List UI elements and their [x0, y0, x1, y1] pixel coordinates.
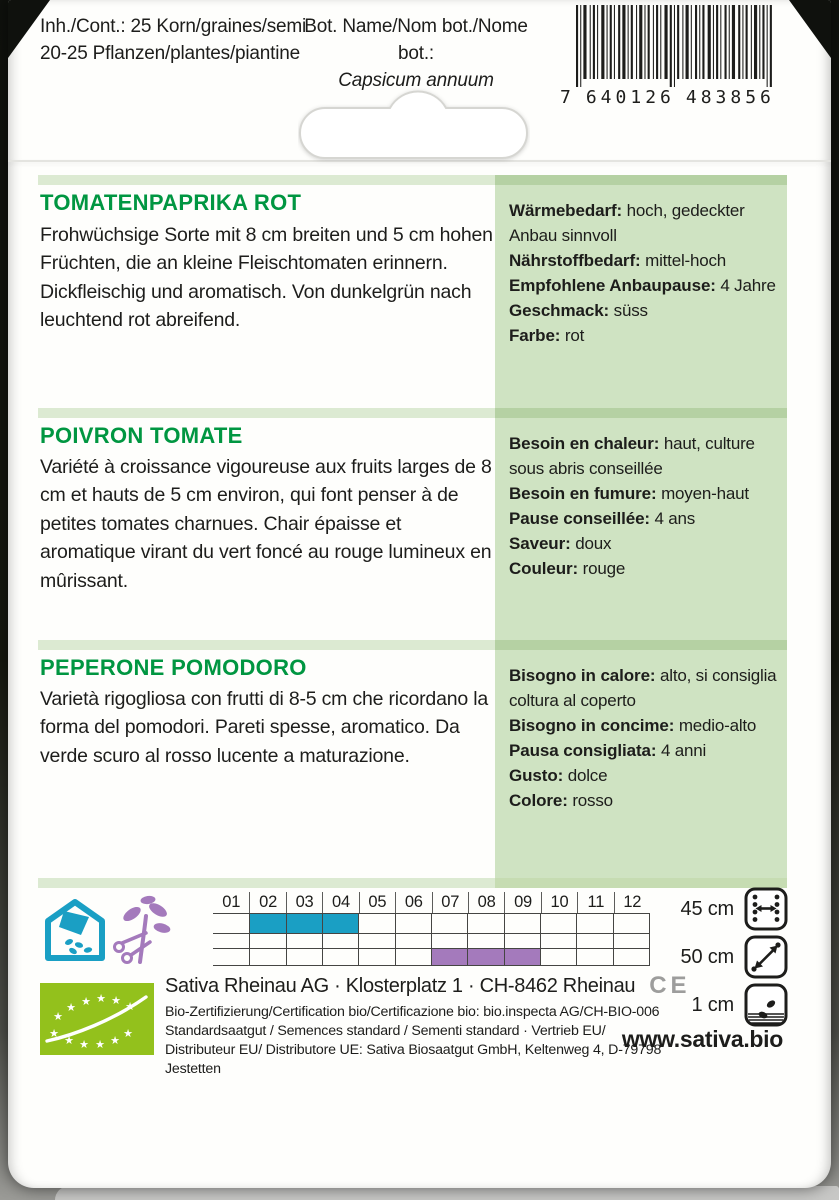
botanical-name-label: Bot. Name/Nom bot./Nome bot.:: [304, 16, 528, 64]
svg-text:★: ★: [79, 1038, 89, 1051]
spec-label: Besoin en fumure:: [509, 484, 657, 503]
calendar-month-label: 05: [359, 892, 395, 913]
svg-text:★: ★: [49, 1027, 59, 1040]
plant-spacing-icon: [744, 935, 788, 979]
svg-text:★: ★: [53, 1010, 63, 1023]
spec-row: [509, 763, 777, 788]
calendar-row: [213, 948, 650, 965]
calendar-cell: [395, 914, 431, 933]
calendar-cell: [249, 949, 285, 965]
calendar-month-label: 01: [222, 893, 241, 911]
spec-row: [509, 431, 777, 481]
calendar-cell: [213, 934, 249, 948]
spec-label: Geschmack:: [509, 301, 610, 320]
spec-label: Gusto:: [509, 766, 564, 785]
content-line2: 20-25 Pflanzen/plantes/piantine: [40, 43, 300, 64]
spec-panel-de: [495, 185, 787, 408]
svg-text:★: ★: [110, 1034, 120, 1047]
spacing-label: 45 cm: [680, 897, 734, 920]
section-divider: [495, 640, 787, 650]
svg-text:★: ★: [81, 995, 91, 1008]
spec-label: Saveur:: [509, 534, 571, 553]
harvest-scissors-icon: [110, 892, 174, 966]
spec-label: Empfohlene Anbaupause:: [509, 276, 716, 295]
barcode: [560, 5, 776, 108]
packet-corner-cut: [789, 0, 831, 58]
spacing-label: 1 cm: [691, 993, 734, 1016]
spec-row: [509, 198, 777, 248]
section-description-it: Varietà rigogliosa con frutti di 8-5 cm che ricordano la forma del pomodori. Pareti spesse, aromatico. Da verde scuro al rosso lucente a maturazione.: [40, 688, 488, 767]
distribution-line: Standardsaatgut / Semences standard / Sementi standard · Vertrieb EU/ Distributeur EU/ Distributore UE: Sativa Biosaatgut GmbH, Keltenweg 4, D-79798 Jestetten: [165, 1023, 662, 1077]
spec-value: rouge: [582, 559, 626, 578]
spec-value: rosso: [572, 791, 613, 810]
calendar-month-label: 09: [504, 892, 540, 913]
calendar-cell: [504, 934, 540, 948]
spec-value: 4 Jahre: [720, 276, 776, 295]
section-description-fr: Variété à croissance vigoureuse aux fruits larges de 8 cm et hauts de 5 cm environ, qui font penser à de petites tomates charnues. Chair épaisse et aromatique virant du vert foncé au rouge lumineux en mûrissant.: [40, 456, 492, 592]
calendar-cell: [286, 934, 322, 948]
section-divider: [38, 175, 495, 185]
spec-row: [509, 506, 777, 531]
calendar-cell: [395, 934, 431, 948]
calendar-cell: [358, 934, 394, 948]
barcode-group1: 640126: [585, 87, 675, 108]
spec-label: Wärmebedarf:: [509, 201, 623, 220]
spec-row: [509, 738, 777, 763]
eu-organic-logo: [40, 983, 154, 1055]
sowing-calendar: [213, 892, 650, 966]
spec-value: haut, culture sous abris conseillée: [509, 434, 755, 478]
spec-panel-fr: [495, 418, 787, 640]
calendar-month-label: 03: [286, 892, 322, 913]
calendar-cell: [395, 949, 431, 965]
spec-row: [509, 788, 777, 813]
botanical-name-block: [286, 13, 546, 94]
calendar-cell: [249, 914, 285, 933]
spec-label: Besoin en chaleur:: [509, 434, 660, 453]
spec-label: Pausa consigliata:: [509, 741, 657, 760]
calendar-cell: [431, 914, 467, 933]
calendar-cell: [322, 949, 358, 965]
calendar-cell: [286, 949, 322, 965]
content-amount: [40, 13, 306, 67]
spacing-row: [608, 886, 788, 932]
spec-label: Bisogno in calore:: [509, 666, 656, 685]
calendar-month-label: 10: [541, 892, 577, 913]
svg-text:★: ★: [96, 992, 106, 1005]
calendar-cell: [431, 934, 467, 948]
section-description-de: Frohwüchsige Sorte mit 8 cm breiten und 5 cm hohen Früchten, die an kleine Fleischtomaten erinnern. Dickfleischig und aromatisch. Von dunkelgrün nach leuchtend rot abreifend.: [40, 224, 493, 332]
section-divider: [38, 878, 495, 888]
spec-label: Farbe:: [509, 326, 561, 345]
section-divider: [38, 408, 495, 418]
spec-row: [509, 713, 777, 738]
spec-row: [509, 556, 777, 581]
calendar-cell: [213, 914, 249, 933]
spec-value: dolce: [567, 766, 608, 785]
calendar-cell: [249, 934, 285, 948]
calendar-cell: [431, 949, 467, 965]
calendar-month-label: 06: [395, 892, 431, 913]
spec-row: [509, 481, 777, 506]
section-title-de: TOMATENPAPRIKA ROT: [40, 190, 302, 215]
spec-label: Couleur:: [509, 559, 579, 578]
address-line: [165, 972, 691, 1000]
spec-row: [509, 248, 777, 273]
content-line1: Inh./Cont.: 25 Korn/graines/semi: [40, 16, 307, 37]
calendar-cell: [540, 949, 576, 965]
calendar-month-label: 11: [577, 892, 613, 913]
calendar-cell: [467, 914, 503, 933]
website: www.sativa.bio: [621, 1026, 783, 1052]
company-address: Sativa Rheinau AG · Klosterplatz 1 · CH-8462 Rheinau: [165, 975, 636, 997]
calendar-month-label: 12: [614, 892, 650, 913]
row-spacing-icon: [744, 887, 788, 931]
svg-text:★: ★: [111, 994, 121, 1007]
section-divider: [38, 640, 495, 650]
calendar-month-header: [213, 892, 650, 913]
calendar-cell: [467, 949, 503, 965]
calendar-cell: [358, 949, 394, 965]
calendar-cell: [213, 949, 249, 965]
spec-label: Nährstoffbedarf:: [509, 251, 641, 270]
calendar-month-label: 07: [432, 892, 468, 913]
spec-row: [509, 323, 777, 348]
barcode-digits: [560, 87, 776, 108]
svg-text:★: ★: [66, 1001, 76, 1014]
section-divider: [495, 408, 787, 418]
barcode-group2: 483856: [685, 87, 775, 108]
section-title-it: PEPERONE POMODORO: [40, 655, 307, 680]
ce-mark: CE: [649, 972, 691, 999]
barcode-lead-digit: 7: [560, 87, 575, 108]
calendar-row: [213, 913, 650, 933]
spec-value: mittel-hoch: [645, 251, 727, 270]
spec-value: doux: [575, 534, 612, 553]
spec-value: 4 anni: [661, 741, 707, 760]
spec-row: [509, 273, 777, 298]
botanical-name: Capsicum annuum: [338, 70, 494, 91]
spec-value: 4 ans: [654, 509, 696, 528]
svg-text:★: ★: [64, 1034, 74, 1047]
calendar-month-label: 04: [322, 892, 358, 913]
calendar-cell: [358, 914, 394, 933]
calendar-cell: [504, 949, 540, 965]
packet-behind-edge: [55, 1186, 839, 1200]
spec-value: süss: [613, 301, 648, 320]
calendar-cell: [322, 914, 358, 933]
spec-value: alto, si consiglia coltura al coperto: [509, 666, 777, 710]
spec-row: [509, 298, 777, 323]
spec-value: hoch, gedeckter Anbau sinnvoll: [509, 201, 745, 245]
certification-line: Bio-Zertifizierung/Certification bio/Certificazione bio: bio.inspecta AG/CH-BIO-006: [165, 1004, 660, 1020]
spec-value: rot: [564, 326, 585, 345]
spec-value: moyen-haut: [661, 484, 749, 503]
spec-value: medio-alto: [678, 716, 757, 735]
spec-label: Colore:: [509, 791, 568, 810]
barcode-bars: [576, 5, 774, 89]
svg-text:★: ★: [123, 1027, 133, 1040]
spec-row: [509, 663, 777, 713]
spec-panel-it: [495, 650, 787, 878]
section-divider: [495, 175, 787, 185]
section-title-fr: POIVRON TOMATE: [40, 423, 243, 448]
spec-row: [509, 531, 777, 556]
address-block: [165, 972, 691, 1079]
greenhouse-sowing-icon: [44, 898, 106, 962]
spacing-label: 50 cm: [680, 945, 734, 968]
calendar-month-label: 08: [468, 892, 504, 913]
calendar-cell: [322, 934, 358, 948]
sowing-depth-icon: [744, 983, 788, 1027]
spec-label: Pause conseillée:: [509, 509, 650, 528]
calendar-cell: [467, 934, 503, 948]
svg-text:★: ★: [125, 1000, 135, 1013]
calendar-cell: [540, 914, 576, 933]
spec-label: Bisogno in concime:: [509, 716, 675, 735]
svg-text:★: ★: [95, 1038, 105, 1051]
calendar-cell: [286, 914, 322, 933]
seed-packet-back: [8, 0, 831, 1188]
calendar-row: [213, 933, 650, 948]
calendar-month-label: 02: [249, 892, 285, 913]
hang-tab-cutout: [298, 84, 530, 164]
calendar-grid: [213, 913, 650, 966]
calendar-cell: [504, 914, 540, 933]
calendar-cell: [540, 934, 576, 948]
